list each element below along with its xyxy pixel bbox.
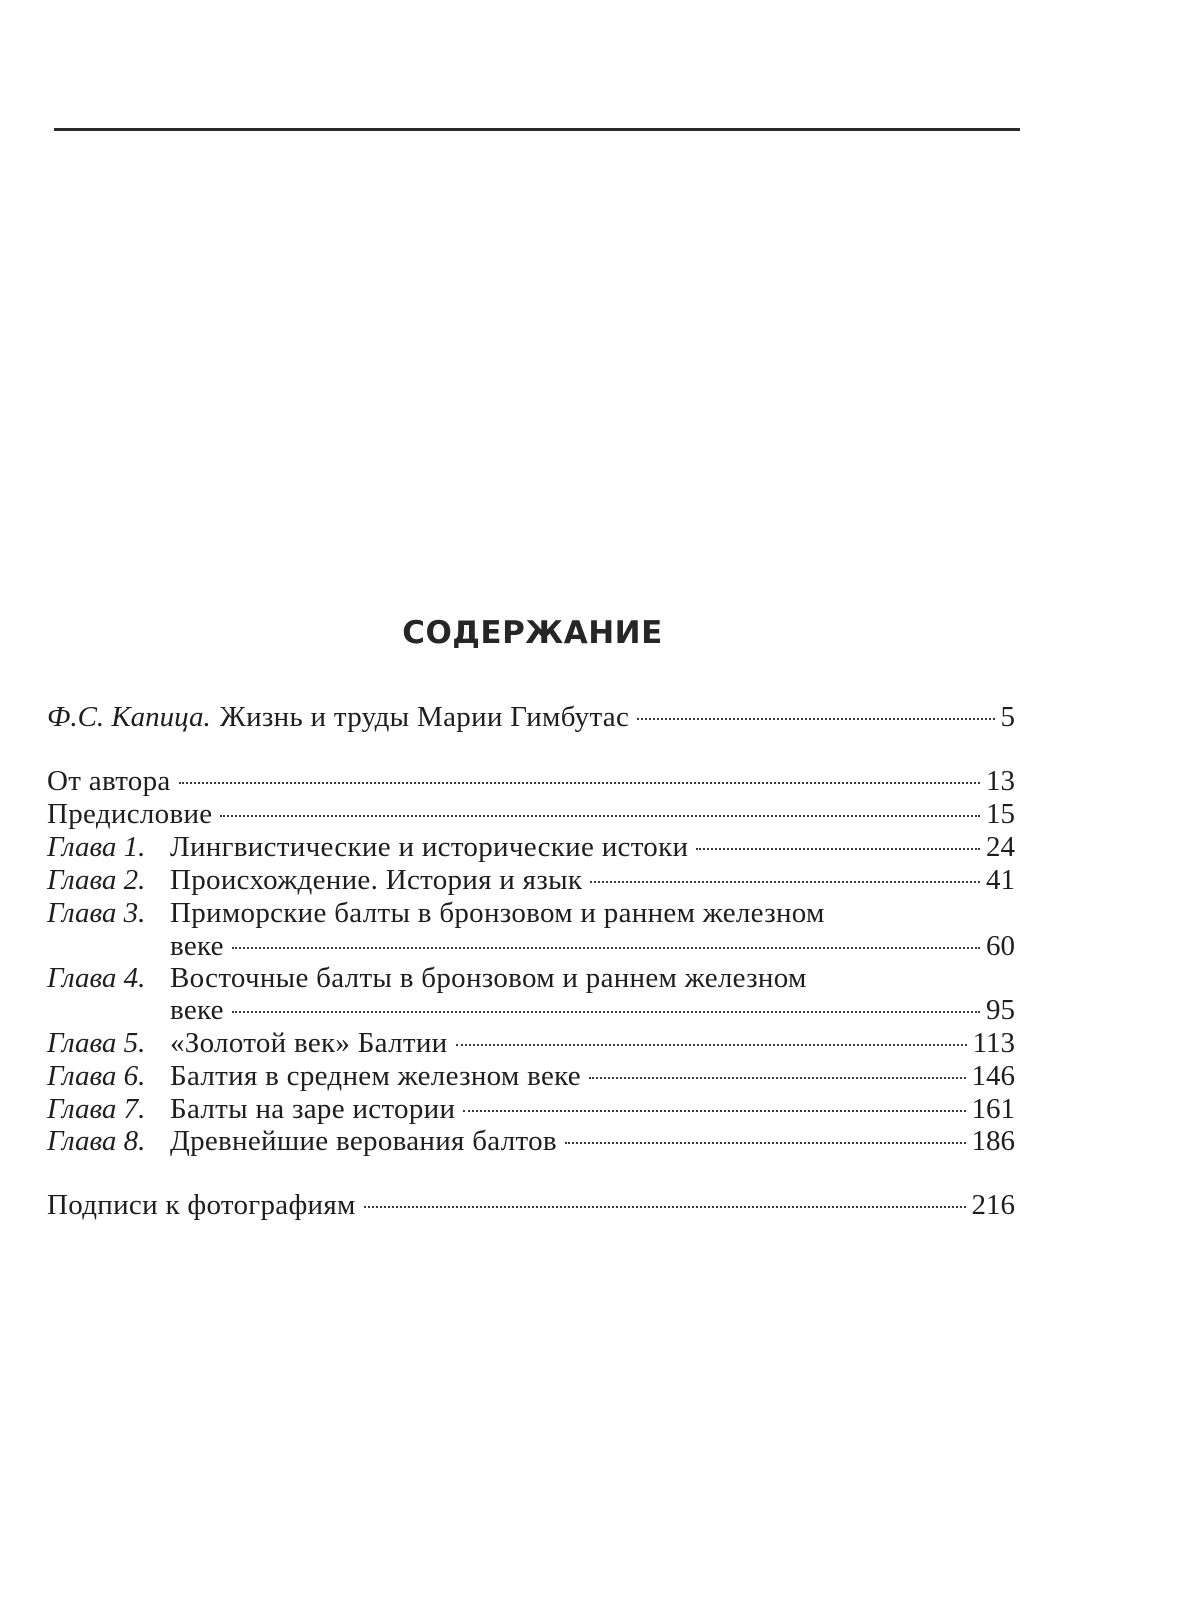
toc-entry-chapter-6[interactable] [47, 1059, 1015, 1093]
toc-entry-chapter-8[interactable] [47, 1124, 1015, 1158]
toc-entry-title: Балты на заре истории [170, 1093, 456, 1125]
toc-entry-photo-captions[interactable] [47, 1188, 1015, 1222]
toc-entry-page: 186 [971, 1125, 1015, 1157]
toc-entry-title: Балтия в среднем железном веке [170, 1060, 581, 1092]
toc-entry-title: Древнейшие верования балтов [170, 1125, 557, 1157]
toc-entry-chapter-5[interactable] [47, 1026, 1015, 1060]
chapter-label: Глава 3. [47, 897, 146, 929]
toc-entry-title-cont: веке [170, 994, 224, 1026]
toc-entry-chapter-3[interactable] [47, 896, 1015, 930]
toc-entry-author: Ф.С. Капица. [47, 701, 211, 733]
contents-heading: СОДЕРЖАНИЕ [402, 615, 663, 651]
dot-leader [456, 1044, 967, 1046]
toc-entry-page: 161 [971, 1093, 1015, 1125]
toc-entry-page: 24 [986, 831, 1015, 863]
toc-entry-chapter-4[interactable] [47, 961, 1015, 995]
toc-entry-title: Подписи к фотографиям [47, 1189, 356, 1221]
dot-leader [179, 782, 980, 784]
toc-entry-from-author[interactable] [47, 764, 1015, 798]
chapter-label: Глава 4. [47, 962, 146, 994]
dot-leader [232, 947, 980, 949]
toc-entry-page: 13 [986, 765, 1015, 797]
toc-entry-chapter-7[interactable] [47, 1092, 1015, 1126]
toc-entry-title: Происхождение. История и язык [170, 864, 583, 896]
toc-entry-title: Восточные балты в бронзовом и раннем железном [170, 962, 807, 994]
toc-entry-page: 60 [986, 930, 1015, 962]
chapter-label: Глава 7. [47, 1093, 146, 1125]
toc-entry-page: 15 [986, 798, 1015, 830]
toc-entry-title: Жизнь и труды Марии Гимбутас [219, 701, 630, 733]
toc-entry-page: 95 [986, 994, 1015, 1026]
toc-entry-title: Приморские балты в бронзовом и раннем железном [170, 897, 825, 929]
dot-leader [364, 1206, 966, 1208]
toc-entry-title-cont: веке [170, 930, 224, 962]
toc-entry-page: 113 [972, 1027, 1015, 1059]
toc-entry-page: 146 [971, 1060, 1015, 1092]
toc-entry-title: Предисловие [47, 798, 213, 830]
toc-entry-chapter-3-cont[interactable] [47, 929, 1015, 963]
dot-leader [590, 881, 980, 883]
chapter-label: Глава 6. [47, 1060, 146, 1092]
dot-leader [565, 1142, 966, 1144]
chapter-label: Глава 2. [47, 864, 146, 896]
chapter-label: Глава 8. [47, 1125, 146, 1157]
top-rule [54, 128, 1020, 131]
toc-entry-foreword[interactable] [47, 797, 1015, 831]
toc-entry-chapter-4-cont[interactable] [47, 993, 1015, 1027]
toc-entry-page: 41 [986, 864, 1015, 896]
chapter-label: Глава 5. [47, 1027, 146, 1059]
dot-leader [637, 718, 994, 720]
toc-entry-title: Лингвистические и исторические истоки [170, 831, 689, 863]
chapter-label: Глава 1. [47, 831, 146, 863]
toc-entry-page: 216 [971, 1189, 1015, 1221]
toc-entry-chapter-1[interactable] [47, 830, 1015, 864]
dot-leader [232, 1011, 980, 1013]
dot-leader [589, 1077, 966, 1079]
toc-entry-title: «Золотой век» Балтии [170, 1027, 448, 1059]
toc-entry-preface[interactable] [47, 700, 1015, 734]
toc-entry-title: От автора [47, 765, 171, 797]
toc-entry-chapter-2[interactable] [47, 863, 1015, 897]
dot-leader [220, 815, 980, 817]
dot-leader [696, 848, 980, 850]
dot-leader [463, 1110, 965, 1112]
toc-entry-page: 5 [1000, 701, 1015, 733]
